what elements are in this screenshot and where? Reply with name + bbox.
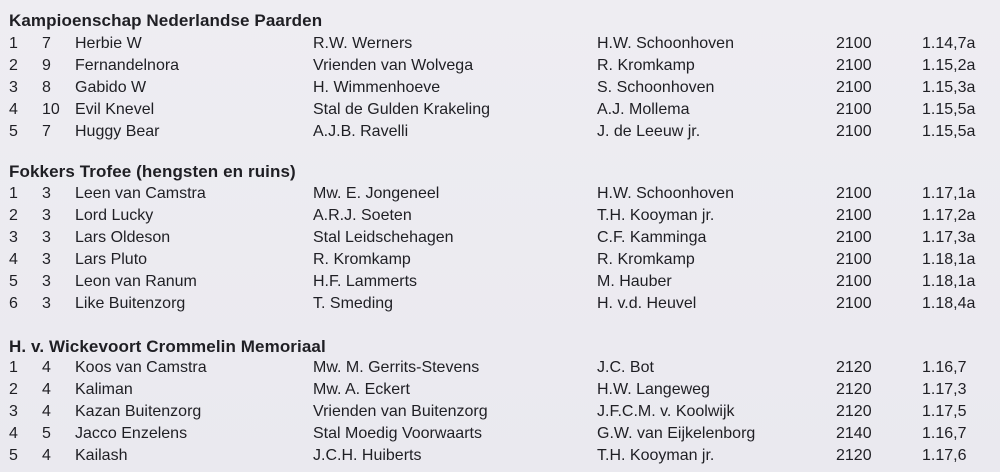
result-row — [0, 205, 1000, 227]
distance: 2100 — [836, 273, 872, 290]
finish-position: 6 — [9, 295, 18, 312]
result-row — [0, 445, 1000, 467]
horse-name: Fernandelnora — [75, 57, 180, 74]
driver-name: T.H. Kooyman jr. — [597, 207, 715, 224]
result-row — [0, 77, 1000, 99]
owner-name: Mw. M. Gerrits-Stevens — [313, 359, 480, 376]
driver-name: H.W. Schoonhoven — [597, 185, 734, 202]
distance: 2100 — [836, 229, 872, 246]
section-title: Kampioenschap Nederlandse Paarden — [9, 11, 323, 30]
result-row — [0, 183, 1000, 205]
distance: 2100 — [836, 185, 872, 202]
finish-position: 1 — [9, 35, 18, 52]
km-time: 1.14,7a — [922, 35, 976, 52]
result-row — [0, 55, 1000, 77]
driver-name: H.W. Schoonhoven — [597, 35, 734, 52]
start-number: 3 — [42, 185, 51, 202]
driver-name: R. Kromkamp — [597, 57, 695, 74]
km-time: 1.15,5a — [922, 123, 976, 140]
start-number: 4 — [42, 381, 51, 398]
driver-name: G.W. van Eijkelenborg — [597, 425, 756, 442]
owner-name: Stal Moedig Voorwaarts — [313, 425, 482, 442]
distance: 2100 — [836, 101, 872, 118]
result-row — [0, 271, 1000, 293]
owner-name: Mw. A. Eckert — [313, 381, 410, 398]
start-number: 8 — [42, 79, 51, 96]
finish-position: 2 — [9, 207, 18, 224]
horse-name: Like Buitenzorg — [75, 295, 186, 312]
driver-name: C.F. Kamminga — [597, 229, 707, 246]
horse-name: Kazan Buitenzorg — [75, 403, 202, 420]
finish-position: 4 — [9, 425, 18, 442]
start-number: 3 — [42, 273, 51, 290]
driver-name: M. Hauber — [597, 273, 672, 290]
distance: 2100 — [836, 79, 872, 96]
distance: 2120 — [836, 359, 872, 376]
horse-name: Lars Oldeson — [75, 229, 171, 246]
result-row — [0, 357, 1000, 379]
driver-name: H.W. Langeweg — [597, 381, 710, 398]
horse-name: Herbie W — [75, 35, 142, 52]
start-number: 5 — [42, 425, 51, 442]
km-time: 1.18,1a — [922, 273, 976, 290]
start-number: 9 — [42, 57, 51, 74]
finish-position: 4 — [9, 101, 18, 118]
km-time: 1.17,2a — [922, 207, 976, 224]
owner-name: R. Kromkamp — [313, 251, 411, 268]
driver-name: T.H. Kooyman jr. — [597, 447, 715, 464]
start-number: 7 — [42, 123, 51, 140]
distance: 2100 — [836, 35, 872, 52]
result-row — [0, 99, 1000, 121]
start-number: 4 — [42, 447, 51, 464]
owner-name: Vrienden van Buitenzorg — [313, 403, 488, 420]
owner-name: Mw. E. Jongeneel — [313, 185, 440, 202]
owner-name: Stal de Gulden Krakeling — [313, 101, 490, 118]
owner-name: Vrienden van Wolvega — [313, 57, 474, 74]
owner-name: T. Smeding — [313, 295, 394, 312]
driver-name: H. v.d. Heuvel — [597, 295, 697, 312]
start-number: 3 — [42, 295, 51, 312]
km-time: 1.17,1a — [922, 185, 976, 202]
distance: 2120 — [836, 403, 872, 420]
horse-name: Kailash — [75, 447, 128, 464]
finish-position: 3 — [9, 403, 18, 420]
driver-name: J.C. Bot — [597, 359, 654, 376]
distance: 2120 — [836, 447, 872, 464]
distance: 2100 — [836, 295, 872, 312]
start-number: 10 — [42, 101, 60, 118]
finish-position: 5 — [9, 123, 18, 140]
section-title: Fokkers Trofee (hengsten en ruins) — [9, 162, 296, 181]
driver-name: S. Schoonhoven — [597, 79, 715, 96]
driver-name: J. de Leeuw jr. — [597, 123, 701, 140]
start-number: 4 — [42, 359, 51, 376]
km-time: 1.17,3 — [922, 381, 967, 398]
km-time: 1.18,1a — [922, 251, 976, 268]
result-row — [0, 401, 1000, 423]
owner-name: R.W. Werners — [313, 35, 413, 52]
km-time: 1.17,3a — [922, 229, 976, 246]
owner-name: Stal Leidschehagen — [313, 229, 454, 246]
section-title: H. v. Wickevoort Crommelin Memoriaal — [9, 337, 326, 356]
horse-name: Lord Lucky — [75, 207, 154, 224]
distance: 2100 — [836, 251, 872, 268]
km-time: 1.15,3a — [922, 79, 976, 96]
km-time: 1.15,5a — [922, 101, 976, 118]
horse-name: Koos van Camstra — [75, 359, 207, 376]
finish-position: 3 — [9, 229, 18, 246]
finish-position: 2 — [9, 57, 18, 74]
driver-name: J.F.C.M. v. Koolwijk — [597, 403, 735, 420]
owner-name: J.C.H. Huiberts — [313, 447, 422, 464]
finish-position: 1 — [9, 185, 18, 202]
result-row — [0, 121, 1000, 143]
owner-name: A.J.B. Ravelli — [313, 123, 409, 140]
result-row — [0, 379, 1000, 401]
km-time: 1.15,2a — [922, 57, 976, 74]
finish-position: 2 — [9, 381, 18, 398]
finish-position: 5 — [9, 273, 18, 290]
horse-name: Gabido W — [75, 79, 147, 96]
horse-name: Lars Pluto — [75, 251, 148, 268]
distance: 2100 — [836, 123, 872, 140]
distance: 2140 — [836, 425, 872, 442]
finish-position: 4 — [9, 251, 18, 268]
km-time: 1.16,7 — [922, 359, 967, 376]
result-row — [0, 33, 1000, 55]
km-time: 1.18,4a — [922, 295, 976, 312]
driver-name: A.J. Mollema — [597, 101, 690, 118]
start-number: 3 — [42, 251, 51, 268]
finish-position: 3 — [9, 79, 18, 96]
driver-name: R. Kromkamp — [597, 251, 695, 268]
owner-name: A.R.J. Soeten — [313, 207, 412, 224]
start-number: 4 — [42, 403, 51, 420]
distance: 2100 — [836, 207, 872, 224]
finish-position: 5 — [9, 447, 18, 464]
start-number: 3 — [42, 229, 51, 246]
horse-name: Kaliman — [75, 381, 133, 398]
horse-name: Leen van Camstra — [75, 185, 206, 202]
horse-name: Jacco Enzelens — [75, 425, 188, 442]
start-number: 3 — [42, 207, 51, 224]
horse-name: Evil Knevel — [75, 101, 155, 118]
owner-name: H. Wimmenhoeve — [313, 79, 441, 96]
finish-position: 1 — [9, 359, 18, 376]
horse-name: Huggy Bear — [75, 123, 160, 140]
result-row — [0, 249, 1000, 271]
distance: 2100 — [836, 57, 872, 74]
result-row — [0, 293, 1000, 315]
km-time: 1.17,6 — [922, 447, 967, 464]
horse-name: Leon van Ranum — [75, 273, 197, 290]
result-row — [0, 423, 1000, 445]
distance: 2120 — [836, 381, 872, 398]
owner-name: H.F. Lammerts — [313, 273, 418, 290]
km-time: 1.17,5 — [922, 403, 967, 420]
km-time: 1.16,7 — [922, 425, 967, 442]
start-number: 7 — [42, 35, 51, 52]
result-row — [0, 227, 1000, 249]
